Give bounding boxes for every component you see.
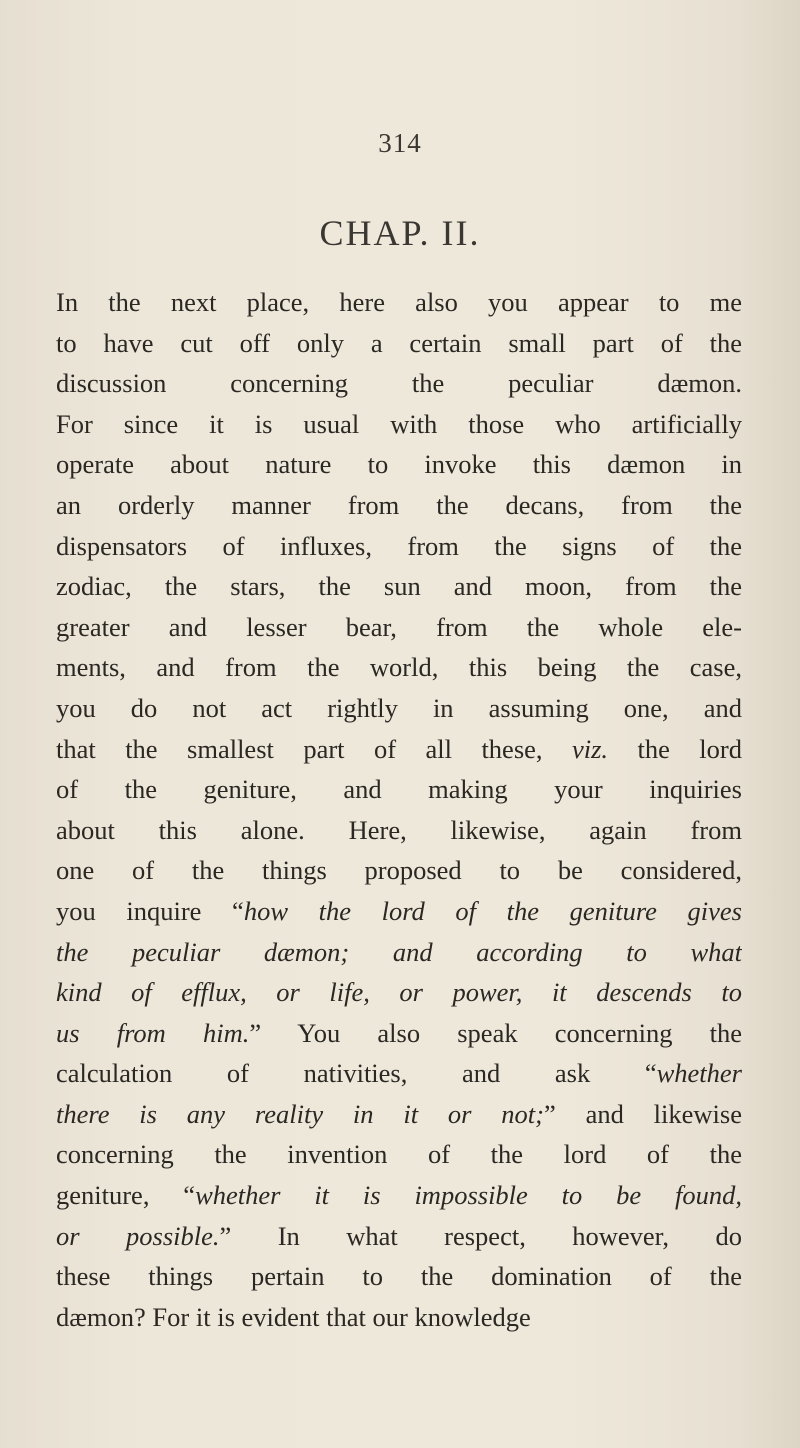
text-line — [56, 972, 742, 1013]
text-segment: greater and lesser bear, from the whole ele- — [56, 611, 742, 642]
text-segment: ments, and from the world, this being the case, — [56, 652, 742, 683]
text-segment: an orderly manner from the decans, from the — [56, 489, 742, 520]
italic-text-segment: whether it is impossible to be found, — [195, 1180, 742, 1211]
text-line — [56, 729, 742, 770]
italic-text-segment: how the lord of the geniture gives — [243, 895, 742, 926]
text-segment: one of the things proposed to be considered, — [56, 855, 742, 886]
text-segment: about this alone. Here, likewise, again from — [56, 814, 742, 845]
text-segment: geniture, “ — [56, 1180, 196, 1211]
text-line — [56, 444, 742, 485]
text-segment: In the next place, here also you appear to me — [56, 287, 742, 317]
italic-text-segment: us from him. — [56, 1017, 250, 1048]
text-segment: you do not act rightly in assuming one, and — [56, 692, 742, 723]
italic-text-segment: whether — [656, 1058, 742, 1089]
text-line — [56, 526, 742, 567]
text-segment: dæmon? For it is evident that our knowledge — [56, 1301, 531, 1332]
text-line — [56, 1013, 742, 1054]
italic-text-segment: or possible. — [56, 1220, 220, 1251]
text-line — [56, 850, 742, 891]
text-line — [56, 1053, 742, 1094]
text-line — [56, 810, 742, 851]
text-segment: concerning the invention of the lord of the — [56, 1139, 742, 1170]
text-line — [56, 1216, 742, 1257]
text-segment: these things pertain to the domination of the — [56, 1261, 742, 1292]
text-segment: ” In what respect, however, do — [219, 1220, 742, 1251]
italic-text-segment: viz. — [571, 733, 609, 764]
text-line — [56, 1094, 742, 1135]
body-text — [56, 282, 742, 1337]
text-line — [56, 282, 742, 323]
text-segment: dispensators of influxes, from the signs of the — [56, 530, 742, 561]
text-segment: the lord — [608, 733, 742, 764]
italic-text-segment: kind of efflux, or life, or power, it descends to — [56, 977, 742, 1008]
text-line — [56, 932, 742, 973]
chapter-heading: CHAP. II. — [319, 213, 481, 253]
text-segment: zodiac, the stars, the sun and moon, from the — [56, 571, 742, 602]
text-segment: discussion concerning the peculiar dæmon. — [56, 368, 742, 399]
text-line — [56, 485, 742, 526]
text-segment: calculation of nativities, and ask “ — [56, 1058, 657, 1089]
page-number: 314 — [378, 128, 422, 158]
text-line — [56, 1297, 742, 1338]
text-line — [56, 647, 742, 688]
text-line — [56, 1256, 742, 1297]
text-segment: ” and likewise — [544, 1098, 742, 1129]
text-line — [56, 404, 742, 445]
italic-text-segment: the peculiar dæmon; and according to what — [56, 936, 742, 967]
italic-text-segment: there is any reality in it or not; — [56, 1098, 544, 1129]
text-segment: of the geniture, and making your inquiries — [56, 774, 742, 805]
text-segment: For since it is usual with those who artificially — [56, 408, 742, 439]
text-segment: to have cut off only a certain small part of the — [56, 327, 742, 358]
text-segment: ” You also speak concerning the — [249, 1017, 742, 1048]
text-line — [56, 1175, 742, 1216]
text-line — [56, 323, 742, 364]
text-segment: that the smallest part of all these, — [56, 733, 572, 764]
text-line — [56, 769, 742, 810]
text-segment: operate about nature to invoke this dæmon in — [56, 449, 742, 480]
text-line — [56, 1134, 742, 1175]
text-line — [56, 891, 742, 932]
text-line — [56, 607, 742, 648]
text-line — [56, 363, 742, 404]
text-line — [56, 566, 742, 607]
text-segment: you inquire “ — [56, 895, 244, 926]
text-line — [56, 688, 742, 729]
